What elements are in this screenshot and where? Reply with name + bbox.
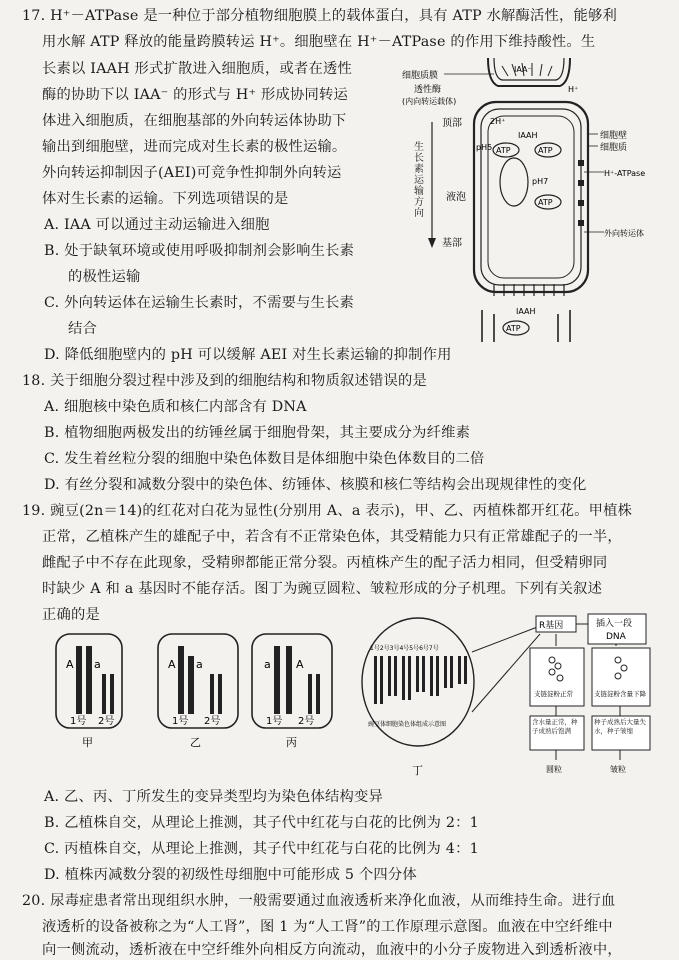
fig-yi-gene-A: A <box>168 658 176 671</box>
q20-stem-line-1: 20. 尿毒症患者常出现组织水肿，一般需要通过血液透析来净化血液，从而维持生命。进行血 <box>22 893 616 909</box>
label-atp-4: ATP <box>506 324 521 333</box>
q19-stem-line-1: 19. 豌豆(2n＝14)的红花对白花为显性(分别用 A、a 表示)，甲、乙、丙植株都开红花。甲植株 <box>22 503 633 519</box>
fig-ding-wrinkle-desc: 种子成熟后大量失水，种子皱缩 <box>594 718 646 735</box>
q19-option-a: A. 乙、丙、丁所发生的变异类型均为染色体结构变异 <box>44 789 383 805</box>
label-iaah-bottom: IAAH <box>516 307 536 316</box>
fig-ding-label: 丁 <box>412 764 423 777</box>
fig-ding-chrom-caption: 豌豆体细胞染色体组成示意图 <box>368 721 447 728</box>
fig-jia-label: 甲 <box>82 736 93 749</box>
label-ph7: pH7 <box>532 177 549 186</box>
fig-jia-gene-A: A <box>66 658 74 671</box>
label-iaah: IAAH <box>518 131 538 140</box>
label-atp-3: ATP <box>538 198 553 207</box>
label-atp-2: ATP <box>538 146 553 155</box>
fig-jia-no1: 1号 <box>70 716 87 727</box>
label-efflux: 外向转运体 <box>604 229 644 238</box>
q17-option-b-line-1: B. 处于缺氧环境或使用呼吸抑制剂会影响生长素 <box>44 243 355 259</box>
q17-stem-line-8: 体对生长素的运输。下列选项错误的是 <box>42 191 289 207</box>
fig-ding-insert: 插入一段 <box>596 619 633 629</box>
label-cotransporter: (内向转运载体) <box>402 97 457 106</box>
label-atpase: H⁺-ATPase <box>604 169 646 178</box>
label-h-top: H⁺ <box>568 85 579 94</box>
fig-yi-no2: 2号 <box>204 716 221 727</box>
label-permease: 透性酶 <box>414 85 442 95</box>
label-atp-1: ATP <box>496 146 511 155</box>
label-bottom: 基部 <box>442 238 462 249</box>
fig-bing-gene-a: a <box>264 658 271 671</box>
fig-yi-label: 乙 <box>190 736 201 749</box>
q17-stem-line-7: 外向转运抑制因子(AEI)可竞争性抑制外向转运 <box>42 165 342 181</box>
label-vacuole: 液泡 <box>446 192 466 203</box>
q20-stem-line-3: 向一侧流动，透析液在中空纤维外向相反方向流动，血液中的小分子废物进入到透析液中， <box>42 942 622 958</box>
fig-yi-gene-a: a <box>196 658 203 671</box>
label-cell-membrane: 细胞质膜 <box>402 71 439 81</box>
label-cell-wall: 细胞壁 <box>600 131 628 141</box>
fig-bing-no1: 1号 <box>266 716 283 727</box>
q17-cell-diagram <box>398 52 670 342</box>
q17-option-c-line-2: 结合 <box>68 321 97 337</box>
fig-ding-round-desc: 含水量正常，种子成熟后饱满 <box>532 718 578 735</box>
q19-option-c: C. 丙植株自交，从理论上推测，其子代中红花与白花的比例为 4：1 <box>44 841 479 857</box>
q17-option-a: A. IAA 可以通过主动运输进入细胞 <box>44 217 270 233</box>
q19-stem-line-3: 雌配子中不存在此现象，受精卵都能正常分裂。丙植株产生的配子活力相同，但受精卵同 <box>42 555 608 571</box>
fig-yi-no1: 1号 <box>172 716 189 727</box>
fig-bing-no2: 2号 <box>298 716 315 727</box>
q18-stem: 18. 关于细胞分裂过程中涉及到的细胞结构和物质叙述错误的是 <box>22 373 427 389</box>
q17-stem-line-1: 17. H⁺－ATPase 是一种位于部分植物细胞膜上的载体蛋白，具有 ATP 水解酶活性，能够利 <box>22 8 618 24</box>
fig-ding-enzyme-low: 支链淀粉含量下降 <box>594 690 646 698</box>
q17-stem-line-4: 酶的协助下以 IAA⁻ 的形式与 H⁺ 形成协同转运 <box>42 87 348 103</box>
q18-option-c: C. 发生着丝粒分裂的细胞中染色体数目是体细胞中染色体数目的二倍 <box>44 451 485 467</box>
q17-stem-line-2: 用水解 ATP 释放的能量跨膜转运 H⁺。细胞壁在 H⁺－ATPase 的作用下维持酸性。生 <box>42 34 596 50</box>
q17-stem-line-5: 体进入细胞质，在细胞基部的外向转运体协助下 <box>42 113 347 129</box>
fig-ding-enzyme-ok: 支链淀粉正常 <box>534 690 573 698</box>
fig-bing-gene-A: A <box>296 658 304 671</box>
fig-bing-label: 丙 <box>286 736 297 749</box>
q18-option-d: D. 有丝分裂和减数分裂中的染色体、纺锤体、核膜和核仁等结构会出现规律性的变化 <box>44 477 587 493</box>
q17-option-d: D. 降低细胞壁内的 pH 可以缓解 AEI 对生长素运输的抑制作用 <box>44 347 452 363</box>
fig-jia-no2: 2号 <box>98 716 115 727</box>
label-ph5: pH5 <box>476 143 493 152</box>
q19-figure <box>40 612 660 784</box>
label-iaa-top: IAA⁻ <box>514 65 532 74</box>
q17-option-c-line-1: C. 外向转运体在运输生长素时，不需要与生长素 <box>44 295 355 311</box>
q17-stem-line-3: 长素以 IAAH 形式扩散进入细胞质，或者在透性 <box>42 61 352 77</box>
q19-stem-line-4: 时缺少 A 和 a 基因时不能存活。图丁为豌豆圆粒、皱粒形成的分子机理。下列有关叙述 <box>42 581 603 597</box>
label-growth-direction: 生长素运输方向 <box>414 142 424 219</box>
label-top: 顶部 <box>442 118 462 129</box>
fig-ding-r-gene: R基因 <box>539 621 564 631</box>
q19-option-d: D. 植株丙减数分裂的初级性母细胞中可能形成 5 个四分体 <box>44 867 417 883</box>
label-2h: 2H⁺ <box>490 117 506 126</box>
fig-jia-gene-a: a <box>94 658 101 671</box>
label-cytoplasm: 细胞质 <box>600 143 628 153</box>
q19-option-b: B. 乙植株自交，从理论上推测，其子代中红花与白花的比例为 2：1 <box>44 815 479 831</box>
q18-option-b: B. 植物细胞两极发出的纺锤丝属于细胞骨架，其主要成分为纤维素 <box>44 425 471 441</box>
q19-stem-line-2: 正常，乙植株产生的雄配子中，若含有不正常染色体，其受精能力只有正常雄配子的一半， <box>42 529 622 545</box>
fig-ding-dna: DNA <box>606 632 626 642</box>
q20-stem-line-2: 液透析的设备被称之为“人工肾”，图 1 为“人工肾”的工作原理示意图。血液在中空纤维中 <box>42 919 613 935</box>
fig-ding-wrinkled: 皱粒 <box>610 765 626 774</box>
fig-ding-round: 圆粒 <box>546 765 562 774</box>
q18-option-a: A. 细胞核中染色质和核仁内部含有 DNA <box>44 399 307 415</box>
q17-stem-line-6: 输出到细胞壁，进而完成对生长素的极性运输。 <box>42 139 347 155</box>
fig-ding-chrom-nums: 1号2号3号4号5号6号7号 <box>370 645 439 652</box>
q17-option-b-line-2: 的极性运输 <box>68 269 141 285</box>
q19-stem-line-5: 正确的是 <box>42 607 100 623</box>
